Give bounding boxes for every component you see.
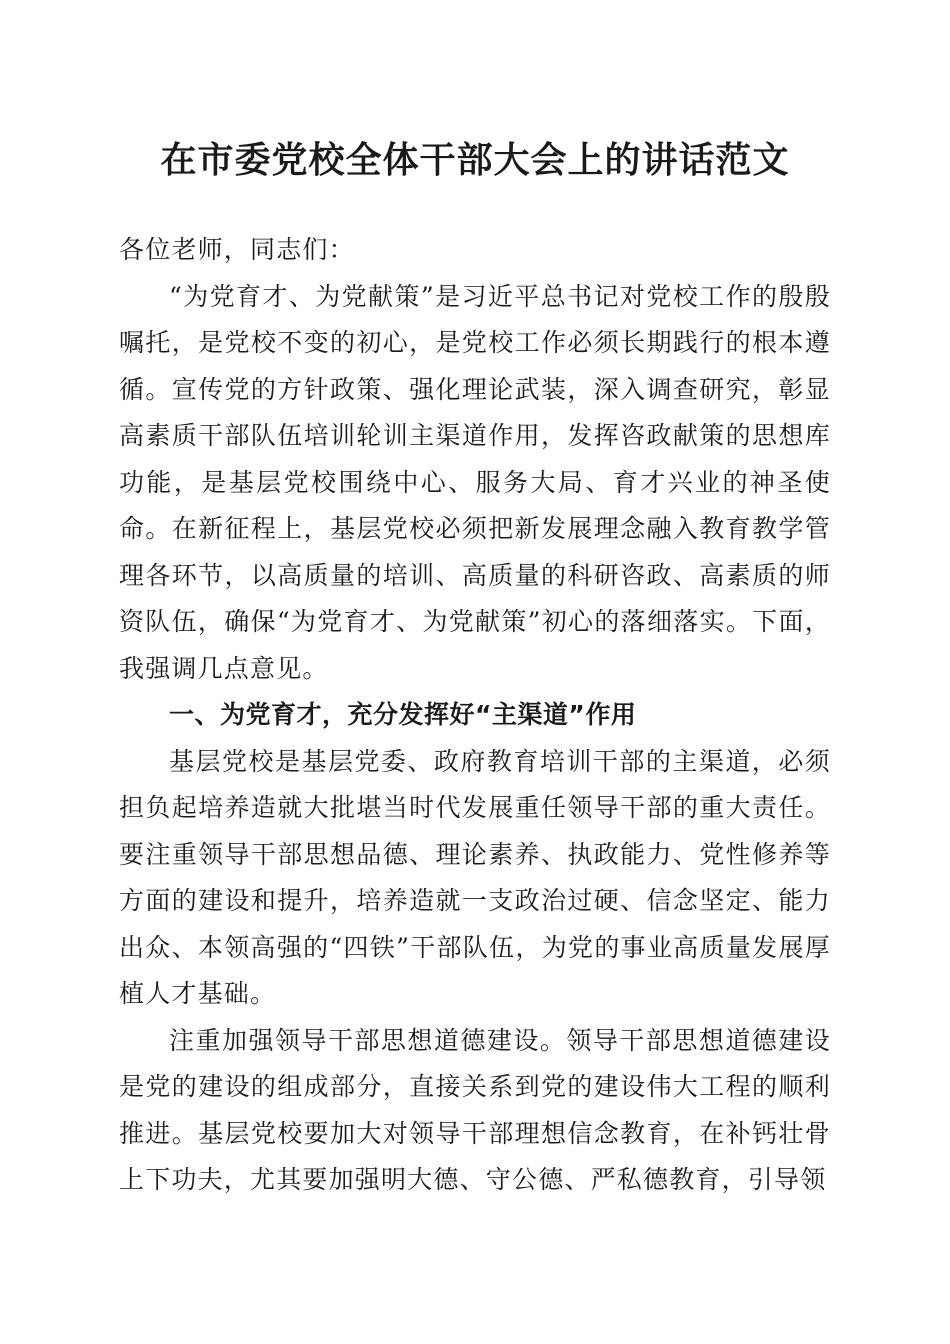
section-paragraph: 注重加强领导干部思想道德建设。领导干部思想道德建设是党的建设的组成部分，直接关系到党的建设伟大工程的顺利推进。基层党校要加大对领导干部理想信念教育，在补钙壮骨上下功夫，尤其要加强明大德、守公德、严私德教育，引导领: [119, 1025, 831, 1194]
section-heading: 一、为党育才，充分发挥好“主渠道”作用: [169, 700, 637, 729]
salutation: 各位老师，同志们：: [119, 235, 355, 264]
document-body: [119, 227, 831, 1204]
section-paragraph: 基层党校是基层党委、政府教育培训干部的主渠道，必须担负起培养造就大批堪当时代发展重任领导干部的重大责任。要注重领导干部思想品德、理论素养、执政能力、党性修养等方面的建设和提升，培养造就一支政治过硬、信念坚定、能力出众、本领高强的“四铁”干部队伍，为党的事业高质量发展厚植人才基础。: [119, 746, 831, 1008]
document-title: 在市委党校全体干部大会上的讲话范文: [160, 139, 790, 181]
intro-paragraph: “为党育才、为党献策”是习近平总书记对党校工作的殷殷嘱托，是党校不变的初心，是党校工作必须长期践行的根本遵循。宣传党的方针政策、强化理论武装，深入调查研究，彰显高素质干部队伍培训轮训主渠道作用，发挥咨政献策的思想库功能，是基层党校围绕中心、服务大局、育才兴业的神圣使命。在新征程上，基层党校必须把新发展理念融入教育教学管理各环节，以高质量的培训、高质量的科研咨政、高素质的师资队伍，确保“为党育才、为党献策”初心的落细落实。下面，我强调几点意见。: [119, 281, 831, 683]
